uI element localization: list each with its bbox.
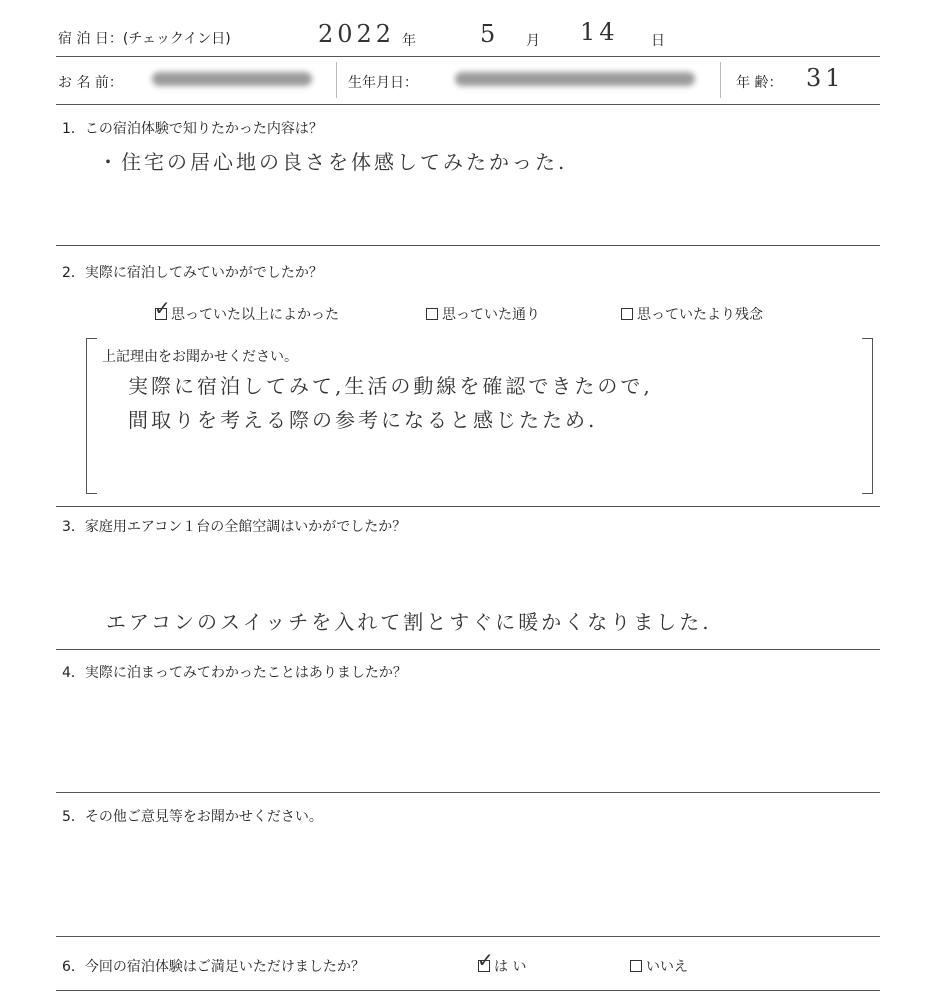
q2-option-2[interactable]	[426, 304, 540, 324]
stay-date-label: 宿 泊 日：(チェックイン日)	[58, 31, 231, 47]
q6-divider	[56, 990, 880, 991]
q3-question: 3．家庭用エアコン１台の全館空調はいかがでしたか？	[62, 519, 407, 535]
redacted-name	[152, 72, 312, 86]
birth-date-label: 生年月日：	[348, 75, 418, 91]
age-label: 年 齢：	[736, 75, 783, 91]
q6-question: 6．今回の宿泊体験はご満足いただけましたか？	[62, 959, 365, 975]
day-unit: 日	[651, 33, 665, 49]
month-value: 5	[480, 20, 500, 48]
header-divider-2	[56, 104, 880, 105]
q6-option-no[interactable]	[630, 956, 688, 976]
checkbox-checked[interactable]	[477, 948, 494, 972]
q2-question: 2．実際に宿泊してみていかがでしたか？	[62, 265, 323, 281]
q3-divider	[56, 649, 880, 650]
q4-question: 4．実際に泊まってみてわかったことはありましたか？	[62, 665, 407, 681]
checkbox-unchecked[interactable]	[426, 308, 438, 320]
year-value: 2022	[318, 20, 396, 48]
q4-divider	[56, 792, 880, 793]
q1-question: 1．この宿泊体験で知りたかった内容は？	[62, 121, 323, 137]
q5-divider	[56, 936, 880, 937]
reason-bracket-left	[86, 338, 97, 494]
month-unit: 月	[526, 33, 540, 49]
age-value: 31	[806, 64, 845, 92]
q2-option-1[interactable]	[154, 296, 339, 324]
q1-answer: ・住宅の居心地の良さを体感してみたかった.	[98, 150, 568, 174]
q2-option-3-label: 思っていたより残念	[637, 307, 763, 323]
reason-bracket-right	[862, 338, 873, 494]
year-unit: 年	[402, 33, 416, 49]
q3-answer: エアコンのスイッチを入れて割とすぐに暖かくなりました.	[106, 610, 712, 634]
q2-option-2-label: 思っていた通り	[442, 307, 540, 323]
q6-option-yes[interactable]	[477, 948, 527, 976]
reason-prompt: 上記理由をお聞かせください。	[102, 349, 298, 365]
q1-divider	[56, 245, 880, 246]
checkmark-icon: ✓	[154, 296, 171, 320]
checkbox-checked[interactable]	[154, 296, 171, 320]
q6-option-no-label: いいえ	[646, 959, 688, 975]
checkmark-icon: ✓	[477, 948, 494, 972]
q5-question: 5．その他ご意見等をお聞かせください。	[62, 809, 323, 825]
q6-option-yes-label: は い	[494, 959, 527, 975]
reason-answer-line-2: 間取りを考える際の参考になると感じたため.	[128, 408, 598, 432]
reason-answer-line-1: 実際に宿泊してみて,生活の動線を確認できたので,	[128, 374, 653, 398]
header-separator-1	[336, 62, 337, 98]
day-value: 14	[580, 18, 619, 46]
header-separator-2	[720, 62, 721, 98]
checkbox-unchecked[interactable]	[621, 308, 633, 320]
checkbox-unchecked[interactable]	[630, 960, 642, 972]
q2-option-1-label: 思っていた以上によかった	[171, 307, 339, 323]
header-divider-1	[56, 56, 880, 57]
q2-divider	[56, 506, 880, 507]
redacted-birth-date	[455, 72, 695, 86]
q2-option-3[interactable]	[621, 304, 763, 324]
name-label: お 名 前：	[58, 75, 123, 91]
